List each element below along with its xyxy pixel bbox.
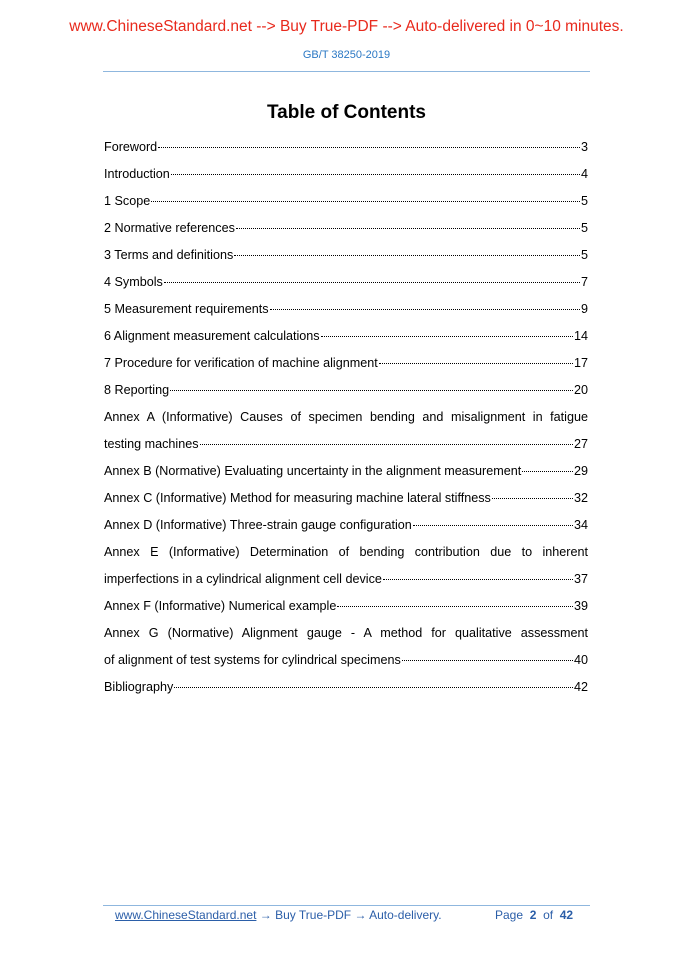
toc-entry-line [104, 215, 588, 242]
toc-entry[interactable] [104, 323, 588, 350]
toc-entry[interactable] [104, 215, 588, 242]
toc-page-number: 17 [573, 356, 588, 370]
toc-entry-title: Annex D (Informative) Three-strain gauge configuration [104, 518, 412, 532]
dot-leader [171, 174, 580, 175]
toc-page-number: 7 [580, 275, 588, 289]
toc-entry-title: Bibliography [104, 680, 174, 694]
toc-entry-title: testing machines [104, 437, 199, 451]
toc-page-number: 32 [573, 491, 588, 505]
dot-leader [164, 282, 580, 283]
document-number: GB/T 38250-2019 [302, 49, 391, 61]
toc-entry-line [104, 485, 588, 512]
toc-page-number: 4 [580, 167, 588, 181]
footer-promo-text: → Buy True-PDF → Auto-delivery. [256, 908, 442, 922]
dot-leader [200, 444, 573, 445]
promo-banner[interactable]: www.ChineseStandard.net --> Buy True-PDF --> Auto-delivered in 0~10 minutes. [69, 18, 624, 35]
toc-page-number: 5 [580, 248, 588, 262]
dot-leader [170, 390, 573, 391]
toc-page-number: 37 [573, 572, 588, 586]
toc-page-number: 34 [573, 518, 588, 532]
toc-entry-title: 6 Alignment measurement calculations [104, 329, 320, 343]
footer-site-link[interactable]: www.ChineseStandard.net [115, 908, 257, 922]
toc-entry-title: 7 Procedure for verification of machine alignment [104, 356, 378, 370]
toc-entry-line [104, 377, 588, 404]
toc-entry[interactable] [104, 593, 588, 620]
page-of-label: of [543, 908, 554, 922]
toc-entry[interactable] [104, 242, 588, 269]
dot-leader [402, 660, 573, 661]
toc-entry-title: Foreword [104, 140, 158, 154]
toc-entry-line [104, 242, 588, 269]
toc-entry-line [104, 350, 588, 377]
toc-entry-title: of alignment of test systems for cylindrical specimens [104, 653, 401, 667]
header-divider [103, 71, 590, 72]
toc-entry-line [104, 674, 588, 701]
toc-entry-title: 5 Measurement requirements [104, 302, 269, 316]
page-footer [115, 908, 585, 922]
toc-page-number: 5 [580, 221, 588, 235]
toc-page-number: 29 [573, 464, 588, 478]
toc-page-number: 9 [580, 302, 588, 316]
toc-entry[interactable] [104, 512, 588, 539]
page-total: 42 [559, 908, 574, 922]
toc-entry-line [104, 296, 588, 323]
toc-entry-line [104, 269, 588, 296]
dot-leader [522, 471, 573, 472]
toc-entry-title: Annex F (Informative) Numerical example [104, 599, 337, 613]
toc-entry[interactable] [104, 485, 588, 512]
toc-entry-line [104, 566, 588, 593]
toc-entry[interactable] [104, 458, 588, 485]
toc-entry[interactable] [104, 134, 588, 161]
toc-entry[interactable] [104, 269, 588, 296]
toc-entry-line [104, 593, 588, 620]
toc-entry-line [104, 161, 588, 188]
toc-page-number: 20 [573, 383, 588, 397]
toc-entry-title: 1 Scope [104, 194, 151, 208]
dot-leader [158, 147, 580, 148]
toc-entry-title: imperfections in a cylindrical alignment cell device [104, 572, 382, 586]
dot-leader [321, 336, 573, 337]
dot-leader [174, 687, 573, 688]
dot-leader [236, 228, 580, 229]
toc-entry-line [104, 323, 588, 350]
dot-leader [383, 579, 573, 580]
dot-leader [413, 525, 573, 526]
dot-leader [151, 201, 580, 202]
toc-entry[interactable] [104, 296, 588, 323]
toc-entry-title: 8 Reporting [104, 383, 170, 397]
toc-entry-line [104, 512, 588, 539]
page-number [495, 908, 573, 922]
toc-entry-line [104, 431, 588, 458]
page-label: Page [495, 908, 524, 922]
toc-entry[interactable] [104, 539, 588, 593]
toc-entry-title-line1: Annex E (Informative) Determination of bending contribution due to inherent [104, 545, 588, 559]
toc-entry[interactable] [104, 188, 588, 215]
dot-leader [379, 363, 573, 364]
dot-leader [492, 498, 573, 499]
toc-entry-title: 3 Terms and definitions [104, 248, 234, 262]
toc-entry-line [104, 458, 588, 485]
page-current: 2 [529, 908, 537, 922]
dot-leader [270, 309, 580, 310]
toc-entry-title: 4 Symbols [104, 275, 163, 289]
toc-entry-line [104, 647, 588, 674]
page-title: Table of Contents [266, 102, 427, 123]
dot-leader [234, 255, 580, 256]
toc-entry-title: 2 Normative references [104, 221, 235, 235]
toc-entry-line [104, 188, 588, 215]
dot-leader [337, 606, 573, 607]
toc-page-number: 40 [573, 653, 588, 667]
toc-page-number: 42 [573, 680, 588, 694]
toc-entry-title: Introduction [104, 167, 170, 181]
toc-entry[interactable] [104, 674, 588, 701]
toc-page-number: 5 [580, 194, 588, 208]
table-of-contents [104, 134, 588, 701]
toc-entry[interactable] [104, 377, 588, 404]
toc-entry-title: Annex B (Normative) Evaluating uncertainty in the alignment measurement [104, 464, 522, 478]
toc-entry[interactable] [104, 404, 588, 458]
toc-entry-title-line1: Annex G (Normative) Alignment gauge - A method for qualitative assessment [104, 626, 588, 640]
toc-entry-title-line1: Annex A (Informative) Causes of specimen bending and misalignment in fatigue [104, 410, 588, 424]
toc-entry[interactable] [104, 620, 588, 674]
toc-page-number: 3 [580, 140, 588, 154]
toc-entry-title: Annex C (Informative) Method for measuring machine lateral stiffness [104, 491, 491, 505]
footer-divider [103, 905, 590, 906]
toc-page-number: 14 [573, 329, 588, 343]
toc-entry-line [104, 134, 588, 161]
toc-entry[interactable] [104, 161, 588, 188]
toc-entry[interactable] [104, 350, 588, 377]
toc-page-number: 27 [573, 437, 588, 451]
toc-page-number: 39 [573, 599, 588, 613]
